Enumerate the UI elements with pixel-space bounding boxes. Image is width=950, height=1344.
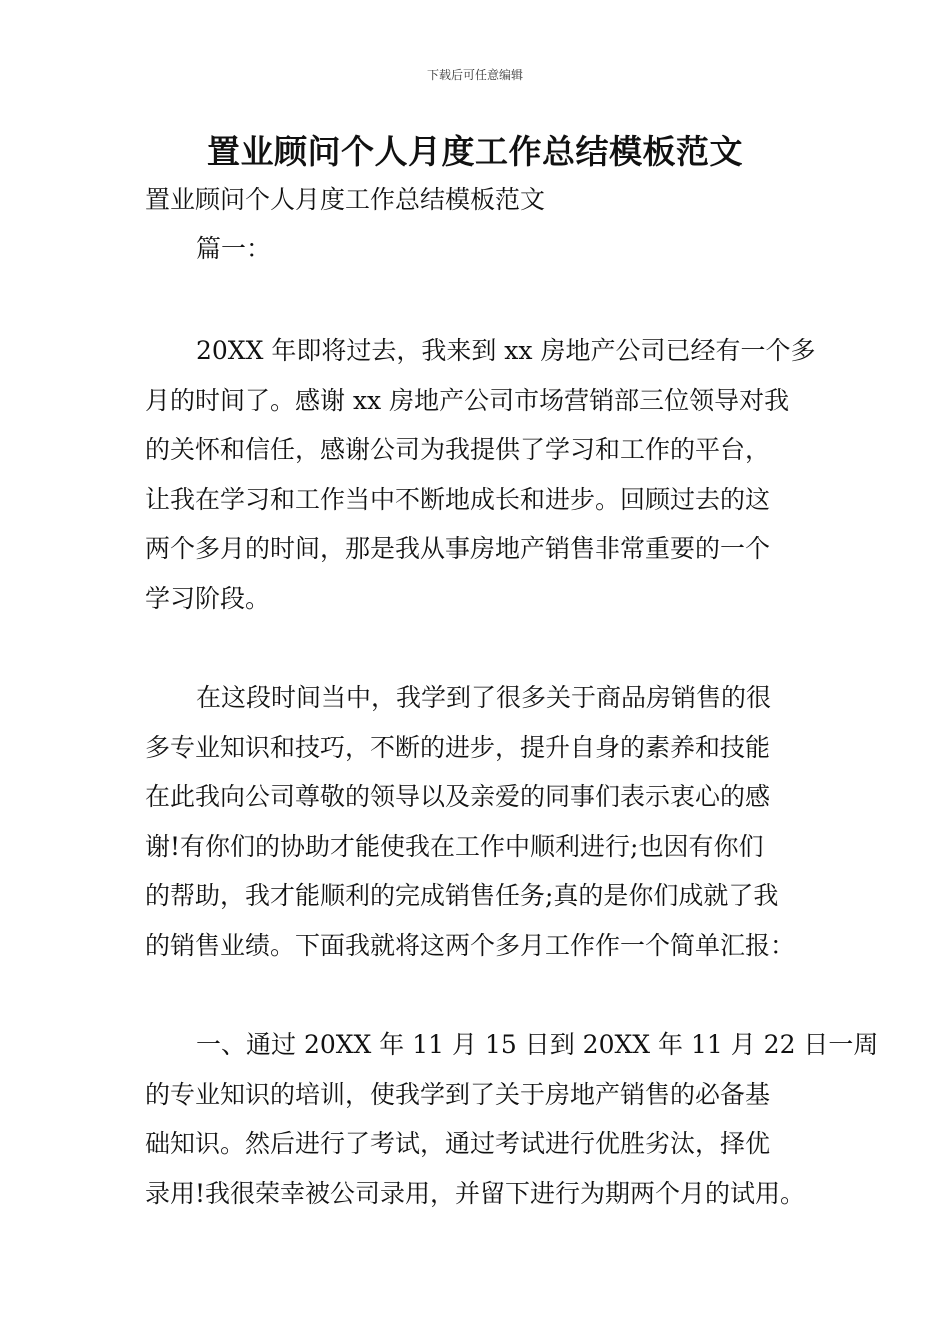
- paragraph-line: 的销售业绩。下面我就将这两个多月工作作一个简单汇报：: [145, 930, 796, 960]
- paragraph-3: [145, 1020, 879, 1218]
- paragraph-1: [145, 326, 816, 623]
- paragraph-line: 谢!有你们的协助才能使我在工作中顺利进行;也因有你们: [145, 831, 764, 861]
- paragraph-line: 在此我向公司尊敬的领导以及亲爱的同事们表示衷心的感: [145, 782, 771, 811]
- paragraph-line: 学习阶段。: [145, 583, 271, 613]
- paragraph-line: 月的时间了。感谢 xx 房地产公司市场营销部三位领导对我: [145, 385, 790, 415]
- paragraph-line: 20XX 年即将过去，我来到 xx 房地产公司已经有一个多: [196, 336, 816, 365]
- paragraph-line: 的关怀和信任，感谢公司为我提供了学习和工作的平台，: [145, 435, 771, 464]
- paragraph-line: 的帮助，我才能顺利的完成销售任务;真的是你们成就了我: [145, 881, 779, 910]
- paragraph-line: 录用!我很荣幸被公司录用，并留下进行为期两个月的试用。: [145, 1178, 806, 1208]
- paragraph-line: 让我在学习和工作当中不断地成长和进步。回顾过去的这: [145, 484, 771, 514]
- paragraph-line: 础知识。然后进行了考试，通过考试进行优胜劣汰，择优: [145, 1129, 771, 1158]
- paragraph-2: [145, 673, 810, 970]
- document-title: 置业顾问个人月度工作总结模板范文: [207, 132, 743, 171]
- document-subtitle: 置业顾问个人月度工作总结模板范文: [145, 185, 546, 214]
- paragraph-line: 的专业知识的培训，使我学到了关于房地产销售的必备基: [145, 1079, 771, 1109]
- paragraph-line: 在这段时间当中，我学到了很多关于商品房销售的很: [196, 683, 772, 712]
- paragraph-line: 两个多月的时间，那是我从事房地产销售非常重要的一个: [145, 534, 771, 563]
- paragraph-line: 多专业知识和技巧，不断的进步，提升自身的素养和技能: [145, 732, 771, 762]
- paragraph-line: 一、通过 20XX 年 11 月 15 日到 20XX 年 11 月 22 日一周: [196, 1030, 879, 1059]
- section-label: 篇一：: [196, 234, 272, 263]
- header-note: 下载后可任意编辑: [426, 68, 523, 82]
